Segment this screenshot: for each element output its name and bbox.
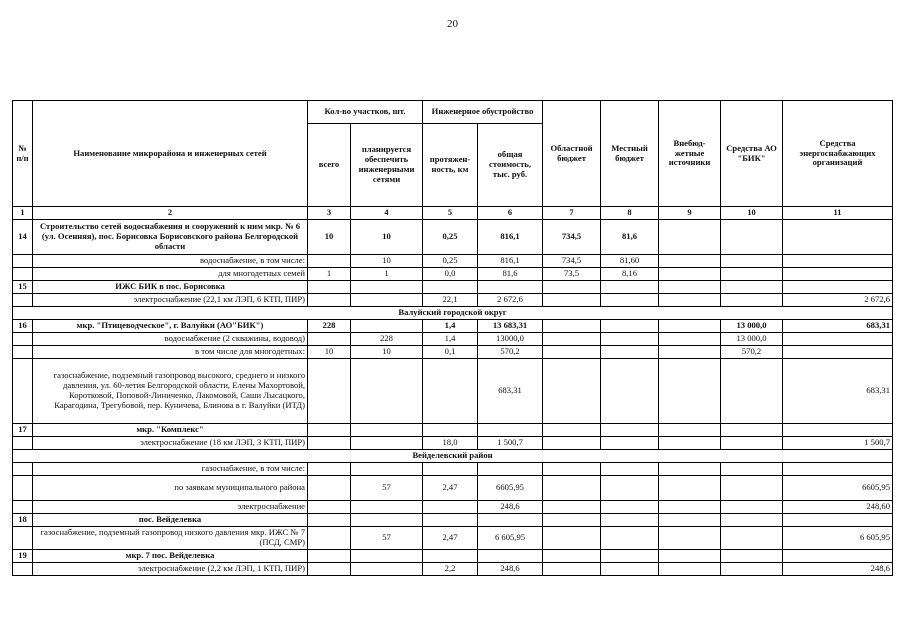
cell-cost: 570,2	[478, 346, 543, 359]
table-row	[13, 549, 893, 562]
section-row	[13, 307, 893, 320]
table-row	[13, 320, 893, 333]
row-number: 19	[13, 549, 33, 562]
row-name: мкр. "Комплекс"	[33, 424, 308, 437]
cell-total	[308, 333, 351, 346]
row-number: 16	[13, 320, 33, 333]
cell-regional: 73,5	[543, 268, 601, 281]
cell-regional	[543, 437, 601, 450]
cell-cost: 1 500,7	[478, 437, 543, 450]
header-regional: Областной бюджет	[543, 101, 601, 207]
cell-length: 0,25	[423, 220, 478, 255]
cell-length	[423, 359, 478, 424]
cell-planned	[351, 514, 423, 527]
cell-total	[308, 527, 351, 550]
cell-planned	[351, 463, 423, 476]
table-row	[13, 437, 893, 450]
table-row	[13, 294, 893, 307]
cell-bik	[721, 268, 783, 281]
table-row	[13, 333, 893, 346]
cell-bik	[721, 549, 783, 562]
cell-length: 2,47	[423, 476, 478, 501]
row-name: Строительство сетей водоснабжения и сооружений к ним мкр. № 6 (ул. Осенняя), пос. Борисовка Борисовского района Белгородской области	[33, 220, 308, 255]
cell-local: 81,6	[601, 220, 659, 255]
cell-bik	[721, 476, 783, 501]
table-row	[13, 463, 893, 476]
cell-length	[423, 549, 478, 562]
cell-total	[308, 437, 351, 450]
row-number	[13, 359, 33, 424]
cell-local	[601, 527, 659, 550]
cell-total	[308, 281, 351, 294]
cell-bik	[721, 255, 783, 268]
row-name: мкр. 7 пос. Вейделевка	[33, 549, 308, 562]
cell-bik	[721, 437, 783, 450]
row-name: электроснабжение (22,1 км ЛЭП, 6 КТП, ПИР)	[33, 294, 308, 307]
cell-bik	[721, 562, 783, 575]
cell-total	[308, 294, 351, 307]
cell-energy: 2 672,6	[783, 294, 893, 307]
cell-cost	[478, 549, 543, 562]
cell-local	[601, 424, 659, 437]
cell-offbudget	[659, 255, 721, 268]
cell-length: 1,4	[423, 320, 478, 333]
cell-bik	[721, 463, 783, 476]
cell-energy	[783, 346, 893, 359]
cell-bik	[721, 501, 783, 514]
cell-local	[601, 463, 659, 476]
row-name: газоснабжение, подземный газопровод высокого, среднего и низкого давления, ул. 60-летия Белгородской области, Елены Махортовой, Коротковой, Поповой-Линиченко, Лакомовой, Саши Лысацкого, Карагодина, Трегубовой, пер. Куничева, Блинова в г. Валуйки (ИТД)	[33, 359, 308, 424]
cell-regional	[543, 281, 601, 294]
cell-offbudget	[659, 220, 721, 255]
cell-planned	[351, 562, 423, 575]
cell-energy	[783, 333, 893, 346]
table-row	[13, 424, 893, 437]
table-row	[13, 281, 893, 294]
row-name: по заявкам муниципального района	[33, 476, 308, 501]
row-name: электроснабжение	[33, 501, 308, 514]
row-number	[13, 476, 33, 501]
cell-energy	[783, 549, 893, 562]
row-number	[13, 333, 33, 346]
column-number: 2	[33, 207, 308, 220]
cell-local	[601, 294, 659, 307]
column-number: 5	[423, 207, 478, 220]
cell-regional	[543, 333, 601, 346]
cell-local: 8,16	[601, 268, 659, 281]
cell-regional	[543, 514, 601, 527]
cell-offbudget	[659, 424, 721, 437]
cell-local	[601, 359, 659, 424]
cell-length	[423, 424, 478, 437]
header-engineering: Инженерное обустройство	[423, 101, 543, 124]
table-row	[13, 255, 893, 268]
section-row	[13, 450, 893, 463]
row-name: пос. Вейделевка	[33, 514, 308, 527]
row-number: 18	[13, 514, 33, 527]
cell-regional	[543, 463, 601, 476]
column-number: 8	[601, 207, 659, 220]
header-length: протяжен-ность, км	[423, 124, 478, 207]
cell-total	[308, 463, 351, 476]
cell-offbudget	[659, 549, 721, 562]
row-name: ИЖС БИК в пос. Борисовка	[33, 281, 308, 294]
cell-length	[423, 514, 478, 527]
table-row	[13, 220, 893, 255]
row-number	[13, 562, 33, 575]
cell-local: 81,60	[601, 255, 659, 268]
header-total: всего	[308, 124, 351, 207]
table-row	[13, 346, 893, 359]
header-energy: Средства энергоснабжающих организаций	[783, 101, 893, 207]
cell-total	[308, 501, 351, 514]
table-row	[13, 476, 893, 501]
table-row	[13, 501, 893, 514]
cell-cost: 816,1	[478, 255, 543, 268]
table-body	[13, 220, 893, 576]
cell-offbudget	[659, 333, 721, 346]
row-number: 17	[13, 424, 33, 437]
cell-cost: 6605,95	[478, 476, 543, 501]
cell-cost: 2 672,6	[478, 294, 543, 307]
cell-offbudget	[659, 514, 721, 527]
cell-offbudget	[659, 562, 721, 575]
header-planned: планируется обеспечить инженерными сетями	[351, 124, 423, 207]
column-number: 4	[351, 207, 423, 220]
cell-offbudget	[659, 281, 721, 294]
cell-planned: 228	[351, 333, 423, 346]
cell-offbudget	[659, 320, 721, 333]
column-number: 1	[13, 207, 33, 220]
cell-local	[601, 333, 659, 346]
cell-planned	[351, 549, 423, 562]
cell-total	[308, 514, 351, 527]
cell-energy: 248,60	[783, 501, 893, 514]
cell-bik	[721, 359, 783, 424]
row-number: 15	[13, 281, 33, 294]
cell-cost: 683,31	[478, 359, 543, 424]
row-name: водоснабжение (2 скважины, водовод)	[33, 333, 308, 346]
cell-offbudget	[659, 359, 721, 424]
cell-length	[423, 501, 478, 514]
cell-local	[601, 562, 659, 575]
column-number: 10	[721, 207, 783, 220]
cell-regional	[543, 549, 601, 562]
cell-total: 1	[308, 268, 351, 281]
cell-length	[423, 463, 478, 476]
table-row	[13, 514, 893, 527]
section-title: Вейделевский район	[13, 450, 893, 463]
table-row	[13, 268, 893, 281]
row-number	[13, 527, 33, 550]
cell-offbudget	[659, 463, 721, 476]
cell-length: 0,25	[423, 255, 478, 268]
cell-planned	[351, 424, 423, 437]
table-row	[13, 359, 893, 424]
cell-cost: 81,6	[478, 268, 543, 281]
cell-length: 0,0	[423, 268, 478, 281]
cell-cost: 6 605,95	[478, 527, 543, 550]
cell-cost	[478, 281, 543, 294]
cell-regional	[543, 476, 601, 501]
table-row	[13, 527, 893, 550]
cell-bik	[721, 220, 783, 255]
cell-offbudget	[659, 437, 721, 450]
cell-length	[423, 281, 478, 294]
column-number: 9	[659, 207, 721, 220]
cell-planned: 10	[351, 346, 423, 359]
cell-bik	[721, 514, 783, 527]
cell-energy: 6605,95	[783, 476, 893, 501]
table-row	[13, 562, 893, 575]
cell-local	[601, 346, 659, 359]
cell-offbudget	[659, 346, 721, 359]
row-number	[13, 294, 33, 307]
row-number	[13, 268, 33, 281]
cell-total	[308, 359, 351, 424]
cell-total	[308, 562, 351, 575]
cell-planned	[351, 437, 423, 450]
cell-energy: 683,31	[783, 359, 893, 424]
cell-total: 228	[308, 320, 351, 333]
row-name: газоснабжение, подземный газопровод низкого давления мкр. ИЖС № 7 (ПСД, СМР)	[33, 527, 308, 550]
header-cost: общая стоимость, тыс. руб.	[478, 124, 543, 207]
cell-energy	[783, 255, 893, 268]
cell-planned	[351, 359, 423, 424]
row-number	[13, 346, 33, 359]
cell-planned: 10	[351, 220, 423, 255]
cell-local	[601, 514, 659, 527]
section-title: Валуйский городской округ	[13, 307, 893, 320]
column-number: 11	[783, 207, 893, 220]
cell-planned	[351, 281, 423, 294]
cell-bik	[721, 281, 783, 294]
cell-length: 2,2	[423, 562, 478, 575]
cell-total: 10	[308, 346, 351, 359]
header-bik: Средства АО "БИК"	[721, 101, 783, 207]
cell-cost: 816,1	[478, 220, 543, 255]
column-number-row	[13, 207, 893, 220]
column-number: 6	[478, 207, 543, 220]
cell-energy	[783, 424, 893, 437]
cell-cost: 248,6	[478, 501, 543, 514]
cell-energy	[783, 281, 893, 294]
cell-planned	[351, 320, 423, 333]
cell-length: 22,1	[423, 294, 478, 307]
cell-bik	[721, 527, 783, 550]
cell-energy: 683,31	[783, 320, 893, 333]
cell-offbudget	[659, 268, 721, 281]
row-name: электроснабжение (2,2 км ЛЭП, 1 КТП, ПИР)	[33, 562, 308, 575]
column-number: 7	[543, 207, 601, 220]
cell-cost	[478, 424, 543, 437]
cell-local	[601, 281, 659, 294]
page-number: 20	[447, 18, 458, 30]
cell-offbudget	[659, 501, 721, 514]
header-local: Местный бюджет	[601, 101, 659, 207]
row-name: электроснабжение (18 км ЛЭП, 3 КТП, ПИР)	[33, 437, 308, 450]
header-row-top	[13, 101, 893, 124]
cell-energy: 1 500,7	[783, 437, 893, 450]
cell-total	[308, 424, 351, 437]
cell-regional	[543, 527, 601, 550]
row-number	[13, 463, 33, 476]
cell-energy	[783, 514, 893, 527]
cell-local	[601, 549, 659, 562]
cell-regional	[543, 346, 601, 359]
cell-regional: 734,5	[543, 255, 601, 268]
cell-energy	[783, 268, 893, 281]
row-name: мкр. "Птицеводческое", г. Валуйки (АО"БИК")	[33, 320, 308, 333]
cell-length: 2,47	[423, 527, 478, 550]
infrastructure-table	[12, 100, 893, 576]
cell-length: 18,0	[423, 437, 478, 450]
cell-regional	[543, 359, 601, 424]
cell-planned: 57	[351, 527, 423, 550]
cell-planned: 10	[351, 255, 423, 268]
cell-planned	[351, 294, 423, 307]
cell-offbudget	[659, 294, 721, 307]
header-num: № п/п	[13, 101, 33, 207]
cell-local	[601, 501, 659, 514]
cell-offbudget	[659, 527, 721, 550]
cell-bik	[721, 424, 783, 437]
cell-planned	[351, 501, 423, 514]
cell-length: 0,1	[423, 346, 478, 359]
row-name: в том числе для многодетных:	[33, 346, 308, 359]
cell-cost: 248,6	[478, 562, 543, 575]
cell-regional: 734,5	[543, 220, 601, 255]
cell-cost: 13 683,31	[478, 320, 543, 333]
cell-offbudget	[659, 476, 721, 501]
cell-cost	[478, 514, 543, 527]
header-name: Наименование микрорайона и инженерных сетей	[33, 101, 308, 207]
cell-planned: 1	[351, 268, 423, 281]
row-name: для многодетных семей	[33, 268, 308, 281]
cell-energy	[783, 220, 893, 255]
cell-total	[308, 476, 351, 501]
cell-bik: 570,2	[721, 346, 783, 359]
cell-regional	[543, 320, 601, 333]
cell-bik	[721, 294, 783, 307]
cell-total	[308, 255, 351, 268]
row-number	[13, 255, 33, 268]
row-name: газоснабжение, в том числе:	[33, 463, 308, 476]
row-number: 14	[13, 220, 33, 255]
header-offbudget: Внебюд-жетные источники	[659, 101, 721, 207]
cell-energy: 6 605,95	[783, 527, 893, 550]
cell-cost: 13000,0	[478, 333, 543, 346]
row-name: водоснабжение, в том числе:	[33, 255, 308, 268]
cell-regional	[543, 294, 601, 307]
cell-regional	[543, 501, 601, 514]
cell-bik: 13 000,0	[721, 320, 783, 333]
cell-regional	[543, 562, 601, 575]
cell-cost	[478, 463, 543, 476]
cell-planned: 57	[351, 476, 423, 501]
cell-energy	[783, 463, 893, 476]
cell-bik: 13 000,0	[721, 333, 783, 346]
row-number	[13, 501, 33, 514]
header-plots: Кол-во участков, шт.	[308, 101, 423, 124]
row-number	[13, 437, 33, 450]
cell-local	[601, 437, 659, 450]
cell-length: 1,4	[423, 333, 478, 346]
column-number: 3	[308, 207, 351, 220]
cell-total	[308, 549, 351, 562]
cell-regional	[543, 424, 601, 437]
cell-local	[601, 320, 659, 333]
cell-total: 10	[308, 220, 351, 255]
cell-energy: 248,6	[783, 562, 893, 575]
cell-local	[601, 476, 659, 501]
